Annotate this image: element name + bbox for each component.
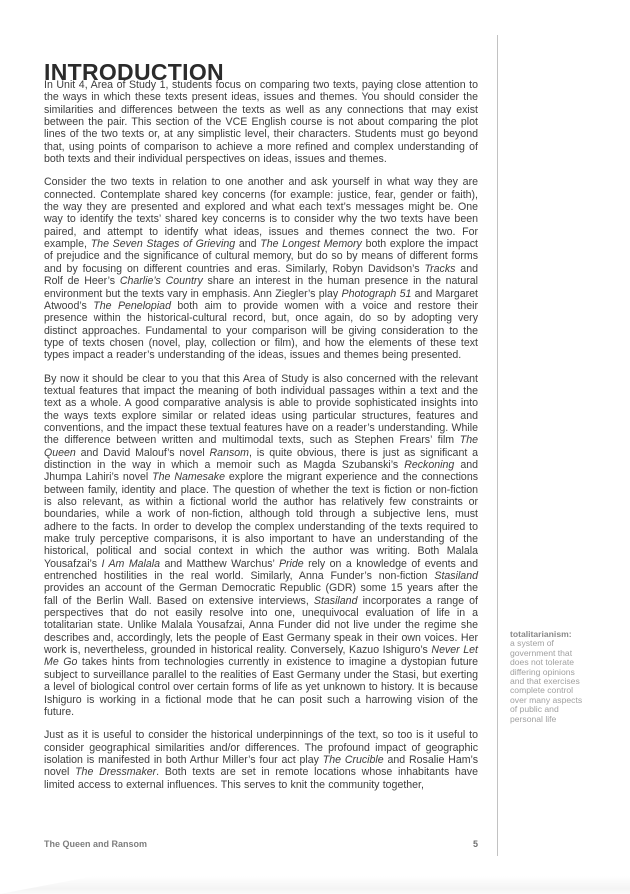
paragraph-1: In Unit 4, Area of Study 1, students focus on comparing two texts, paying close attention to the ways in which these texts present ideas, issues and themes. You should consider the similarities and differences between the texts as well as any connections that may exist between the pair. This section of the VCE English course is not about comparing the plot lines of the two texts or, at any simplistic level, their characters. Students must go beyond that, using points of comparison to achieve a more refined and complex understanding of both texts and their individual perspectives on ideas, issues and themes.	[44, 79, 478, 166]
paragraph-3: By now it should be clear to you that this Area of Study is also concerned with the relevant textual features that impact the meaning of both individual passages within a text and the text as a whole. A good comparative analysis is able to provide sophisticated insights into the ways texts explore similar or related ideas using particular structures, features and conventions, and the impact these textual features have on a reader’s understanding. While the difference between written and multimodal texts, such as Stephen Frears’ film The Queen and David Malouf’s novel Ransom, is quite obvious, there is just as significant a distinction in the way in which a memoir such as Magda Szubanski’s Reckoning and Jhumpa Lahiri’s novel The Namesake explore the migrant experience and the connections between family, identity and place. The question of whether the text is fiction or non-fiction is also relevant, as within a fictional world the author has relatively few constraints or boundaries, while a work of non-fiction, although told through a subjective lens, must adhere to the facts. In order to develop the complex understanding of the texts required to make truly perceptive comparisons, it is also important to have an understanding of the historical, political and social context in which the author was writing. Both Malala Yousafzai’s I Am Malala and Matthew Warchus’ Pride rely on a knowledge of events and entrenched hostilities in the real world. Similarly, Anna Funder’s non-fiction Stasiland provides an account of the German Democratic Republic (GDR) some 15 years after the fall of the Berlin Wall. Based on extensive interviews, Stasiland incorporates a range of perspectives that do not easily resolve into one, unequivocal evaluation of life in a totalitarian state. Unlike Malala Yousafzai, Anna Funder did not live under the regime she describes and, accordingly, lets the people of East Germany speak in their own voices. Her work is, nevertheless, grounded in historical reality. Conversely, Kazuo Ishiguro’s Never Let Me Go takes hints from technologies currently in existence to imagine a dystopian future subject to surveillance parallel to the realities of East Germany under the Stasi, but exerting a level of biological control over certain forms of life as yet unknown to history. It is because Ishiguro is working in a fictional mode that he can posit such a harrowing vision of the future.	[44, 372, 479, 718]
paragraph-4: Just as it is useful to consider the historical underpinnings of the text, so too is it useful to consider geographical similarities and/or differences. The profound impact of geographic isolation is manifested in both Arthur Miller’s four act play The Crucible and Rosalie Ham’s novel The Dressmaker. Both texts are set in remote locations whose inhabitants have limited access to external influences. This serves to knit the community together,	[44, 729, 479, 791]
glossary-definition: a system of government that does not tolerate differing opinions and that exercises complete control over many aspects of public and personal life	[510, 638, 583, 724]
footer-page-number: 5	[472, 839, 478, 849]
page-title: INTRODUCTION	[44, 59, 224, 86]
main-text-column	[44, 79, 478, 802]
glossary-term: totalitarianism:	[510, 629, 572, 639]
margin-divider-line	[497, 35, 498, 856]
page-edge-shadow	[0, 876, 630, 894]
paragraph-2: Consider the two texts in relation to one another and ask yourself in what way they are connected. Contemplate shared key concerns (for example: justice, fear, gender or faith), the way they are presented and explored and what each text’s messages might be. One way to identify the texts’ shared key concerns is to consider why the two texts have been paired, and attempt to identify what ideas, issues and themes connect the two. For example, The Seven Stages of Grieving and The Longest Memory both explore the impact of prejudice and the significance of cultural memory, but do so by means of different forms and by focusing on different countries and eras. Similarly, Robyn Davidson’s Tracks and Rolf de Heer’s Charlie’s Country share an interest in the human presence in the natural environment but the texts vary in emphasis. Ann Ziegler’s play Photograph 51 and Margaret Atwood’s The Penelopiad both aim to provide women with a voice and restore their presence within the historical-cultural record, but, once again, do so by adopting very distinct approaches. Fundamental to your comparison will be giving consideration to the type of texts chosen (novel, play, collection or film), and how the elements of these text types impact a reader’s understanding of the ideas, issues and themes being presented.	[44, 176, 479, 362]
page-footer	[44, 839, 478, 849]
footer-book-title: The Queen and Ransom	[44, 839, 148, 849]
glossary-margin-note	[510, 630, 590, 724]
